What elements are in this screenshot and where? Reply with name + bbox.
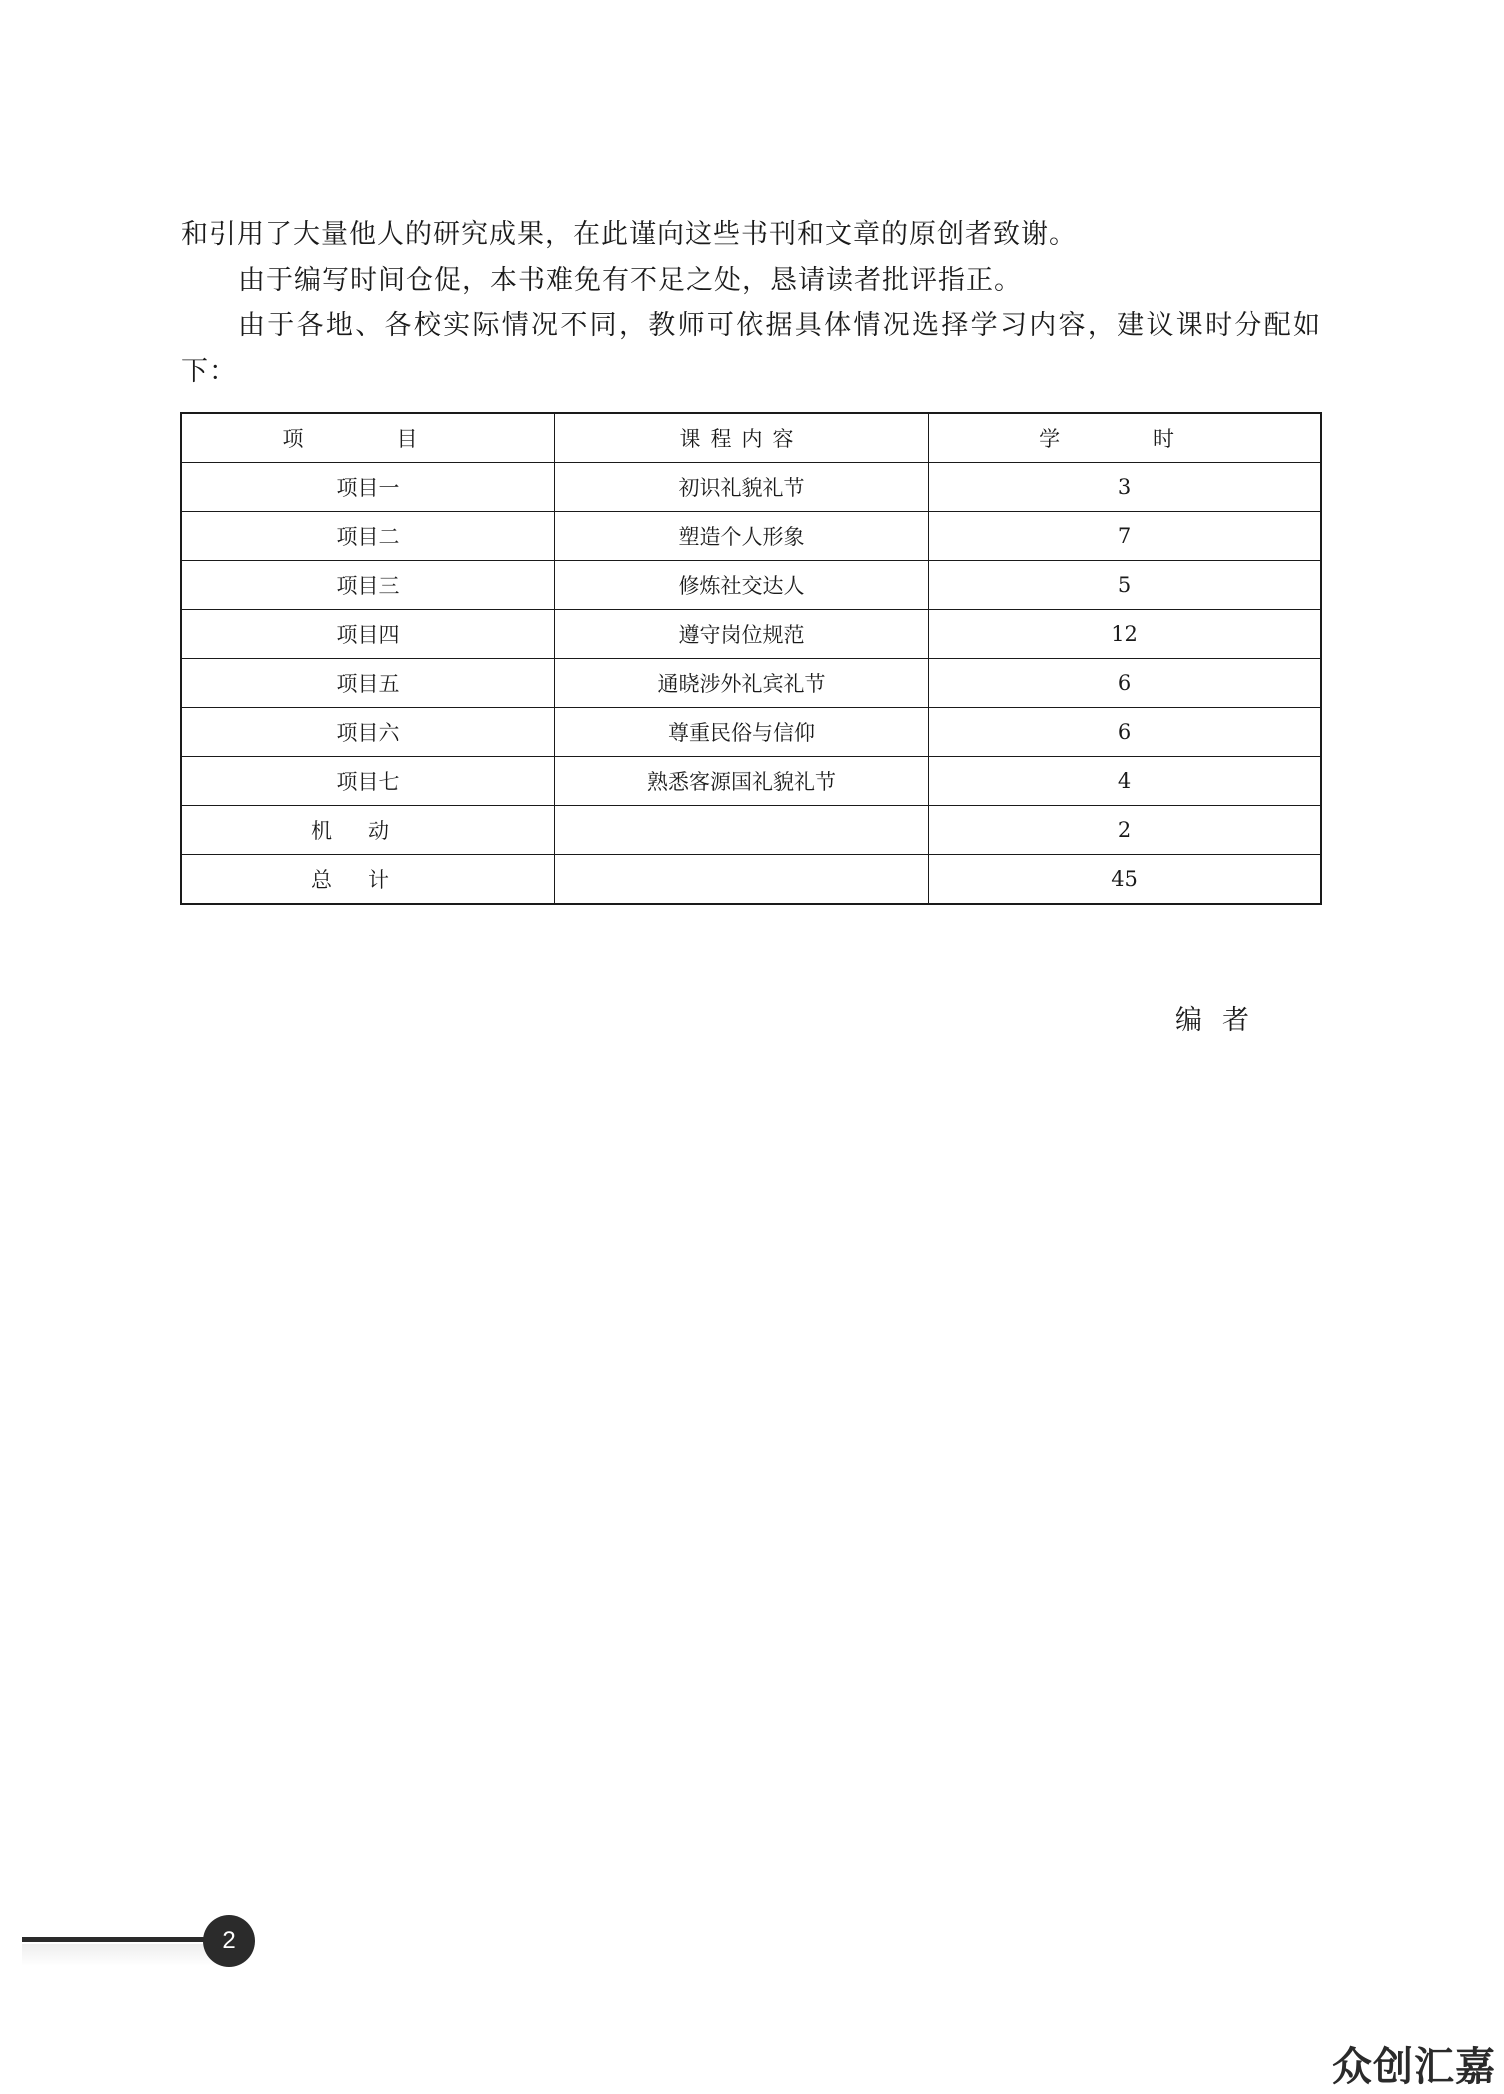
cell-content: 熟悉客源国礼貌礼节 <box>554 757 928 806</box>
table-row <box>181 757 1321 806</box>
table-row <box>181 659 1321 708</box>
cell-item: 总计 <box>181 855 554 905</box>
cell-hours: 5 <box>929 561 1321 610</box>
cell-item: 项目五 <box>181 659 554 708</box>
cell-hours: 4 <box>929 757 1321 806</box>
page-number-badge: 2 <box>203 1915 255 1967</box>
cell-item: 项目七 <box>181 757 554 806</box>
table-header-row <box>181 413 1321 463</box>
table-row <box>181 708 1321 757</box>
cell-hours: 6 <box>929 708 1321 757</box>
header-hours: 学 时 <box>929 413 1321 463</box>
cell-hours: 12 <box>929 610 1321 659</box>
table-row <box>181 806 1321 855</box>
cell-hours: 2 <box>929 806 1321 855</box>
cell-content: 塑造个人形象 <box>554 512 928 561</box>
paragraph-apology: 由于编写时间仓促，本书难免有不足之处，恳请读者批评指正。 <box>238 265 1022 296</box>
cell-content: 初识礼貌礼节 <box>554 463 928 512</box>
page-footer-shadow <box>22 1944 222 1966</box>
cell-hours: 6 <box>929 659 1321 708</box>
cell-content: 遵守岗位规范 <box>554 610 928 659</box>
cell-hours: 45 <box>929 855 1321 905</box>
cell-item: 项目一 <box>181 463 554 512</box>
cell-hours: 3 <box>929 463 1321 512</box>
table-row <box>181 463 1321 512</box>
cell-item: 项目二 <box>181 512 554 561</box>
paragraph-acknowledgement: 和引用了大量他人的研究成果，在此谨向这些书刊和文章的原创者致谢。 <box>181 219 1077 250</box>
header-content: 课程内容 <box>554 413 928 463</box>
cell-content: 尊重民俗与信仰 <box>554 708 928 757</box>
table-row-total <box>181 855 1321 905</box>
cell-item: 项目四 <box>181 610 554 659</box>
cell-content <box>554 855 928 905</box>
cell-content <box>554 806 928 855</box>
page-footer-rule <box>22 1937 212 1942</box>
cell-hours: 7 <box>929 512 1321 561</box>
cell-item: 项目三 <box>181 561 554 610</box>
table-row <box>181 561 1321 610</box>
header-item: 项 目 <box>181 413 554 463</box>
cell-item: 项目六 <box>181 708 554 757</box>
cell-content: 通晓涉外礼宾礼节 <box>554 659 928 708</box>
table-row <box>181 610 1321 659</box>
watermark-logo: 众创汇嘉 <box>1332 2044 1496 2090</box>
paragraph-schedule-intro: 由于各地、各校实际情况不同，教师可依据具体情况选择学习内容，建议课时分配如下： <box>181 310 1321 387</box>
author-signature: 编者 <box>1175 1005 1269 1036</box>
table-row <box>181 512 1321 561</box>
cell-item: 机动 <box>181 806 554 855</box>
cell-content: 修炼社交达人 <box>554 561 928 610</box>
class-hours-table <box>180 412 1322 905</box>
